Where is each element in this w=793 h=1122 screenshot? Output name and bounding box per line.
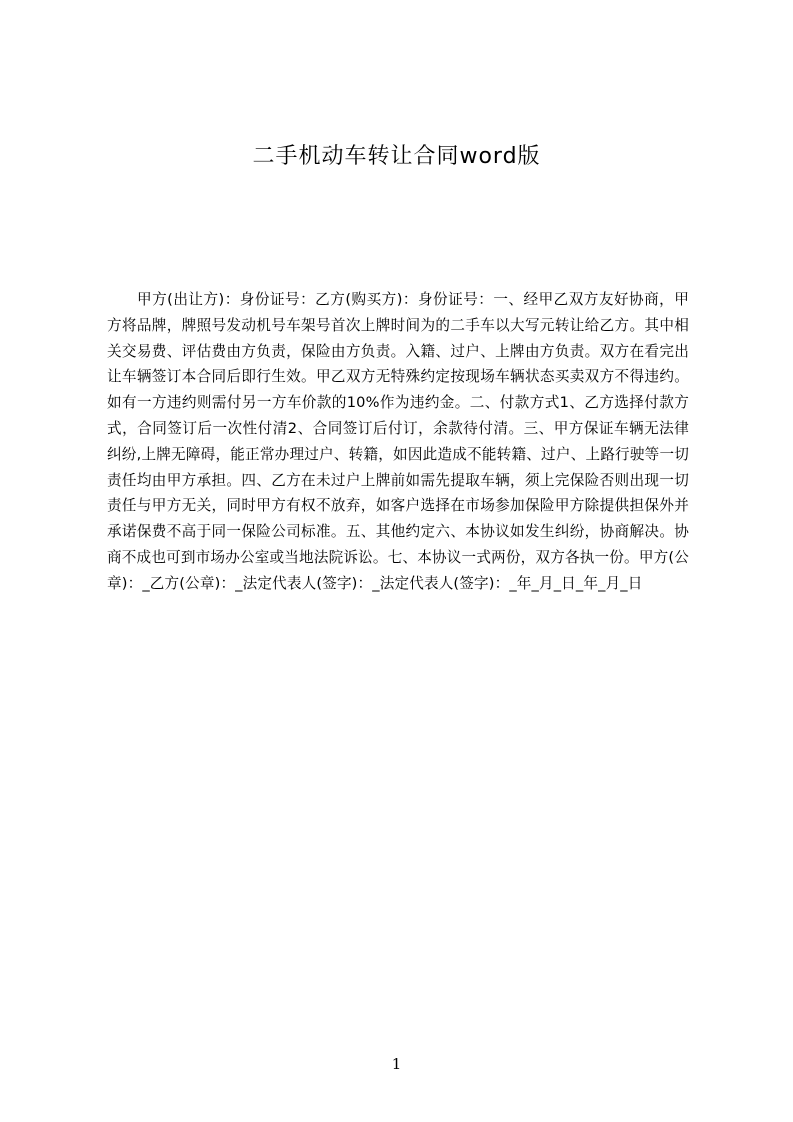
contract-body-paragraph: 甲方(出让方)：身份证号：乙方(购买方)：身份证号：一、经甲乙双方友好协商，甲方将品牌，牌照号发动机号车架号首次上牌时间为的二手车以大写元转让给乙方。其中相关交易费、评估费由方负责，保险由方负责。入籍、过户、上牌由方负责。双方在看完出让车辆签订本合同后即行生效。甲乙双方无特殊约定按现场车辆状态买卖双方不得违约。如有一方违约则需付另一方车价款的10%作为违约金。二、付款方式1、乙方选择付款方式，合同签订后一次性付清2、合同签订后付订，余款待付清。三、甲方保证车辆无法律纠纷,上牌无障碍，能正常办理过户、转籍，如因此造成不能转籍、过户、上路行驶等一切责任均由甲方承担。四、乙方在未过户上牌前如需先提取车辆，须上完保险否则出现一切责任与甲方无关，同时甲方有权不放弃，如客户选择在市场参加保险甲方除提供担保外并承诺保费不高于同一保险公司标准。五、其他约定六、本协议如发生纠纷，协商解决。协商不成也可到市场办公室或当地法院诉讼。七、本协议一式两份，双方各执一份。甲方(公章)：_乙方(公章)：_法定代表人(签字)：_法定代表人(签字)：_年_月_日_年_月_日: [107, 291, 689, 592]
page-number: 1: [391, 1055, 402, 1073]
document-title: 二手机动车转让合同word版: [252, 144, 541, 169]
